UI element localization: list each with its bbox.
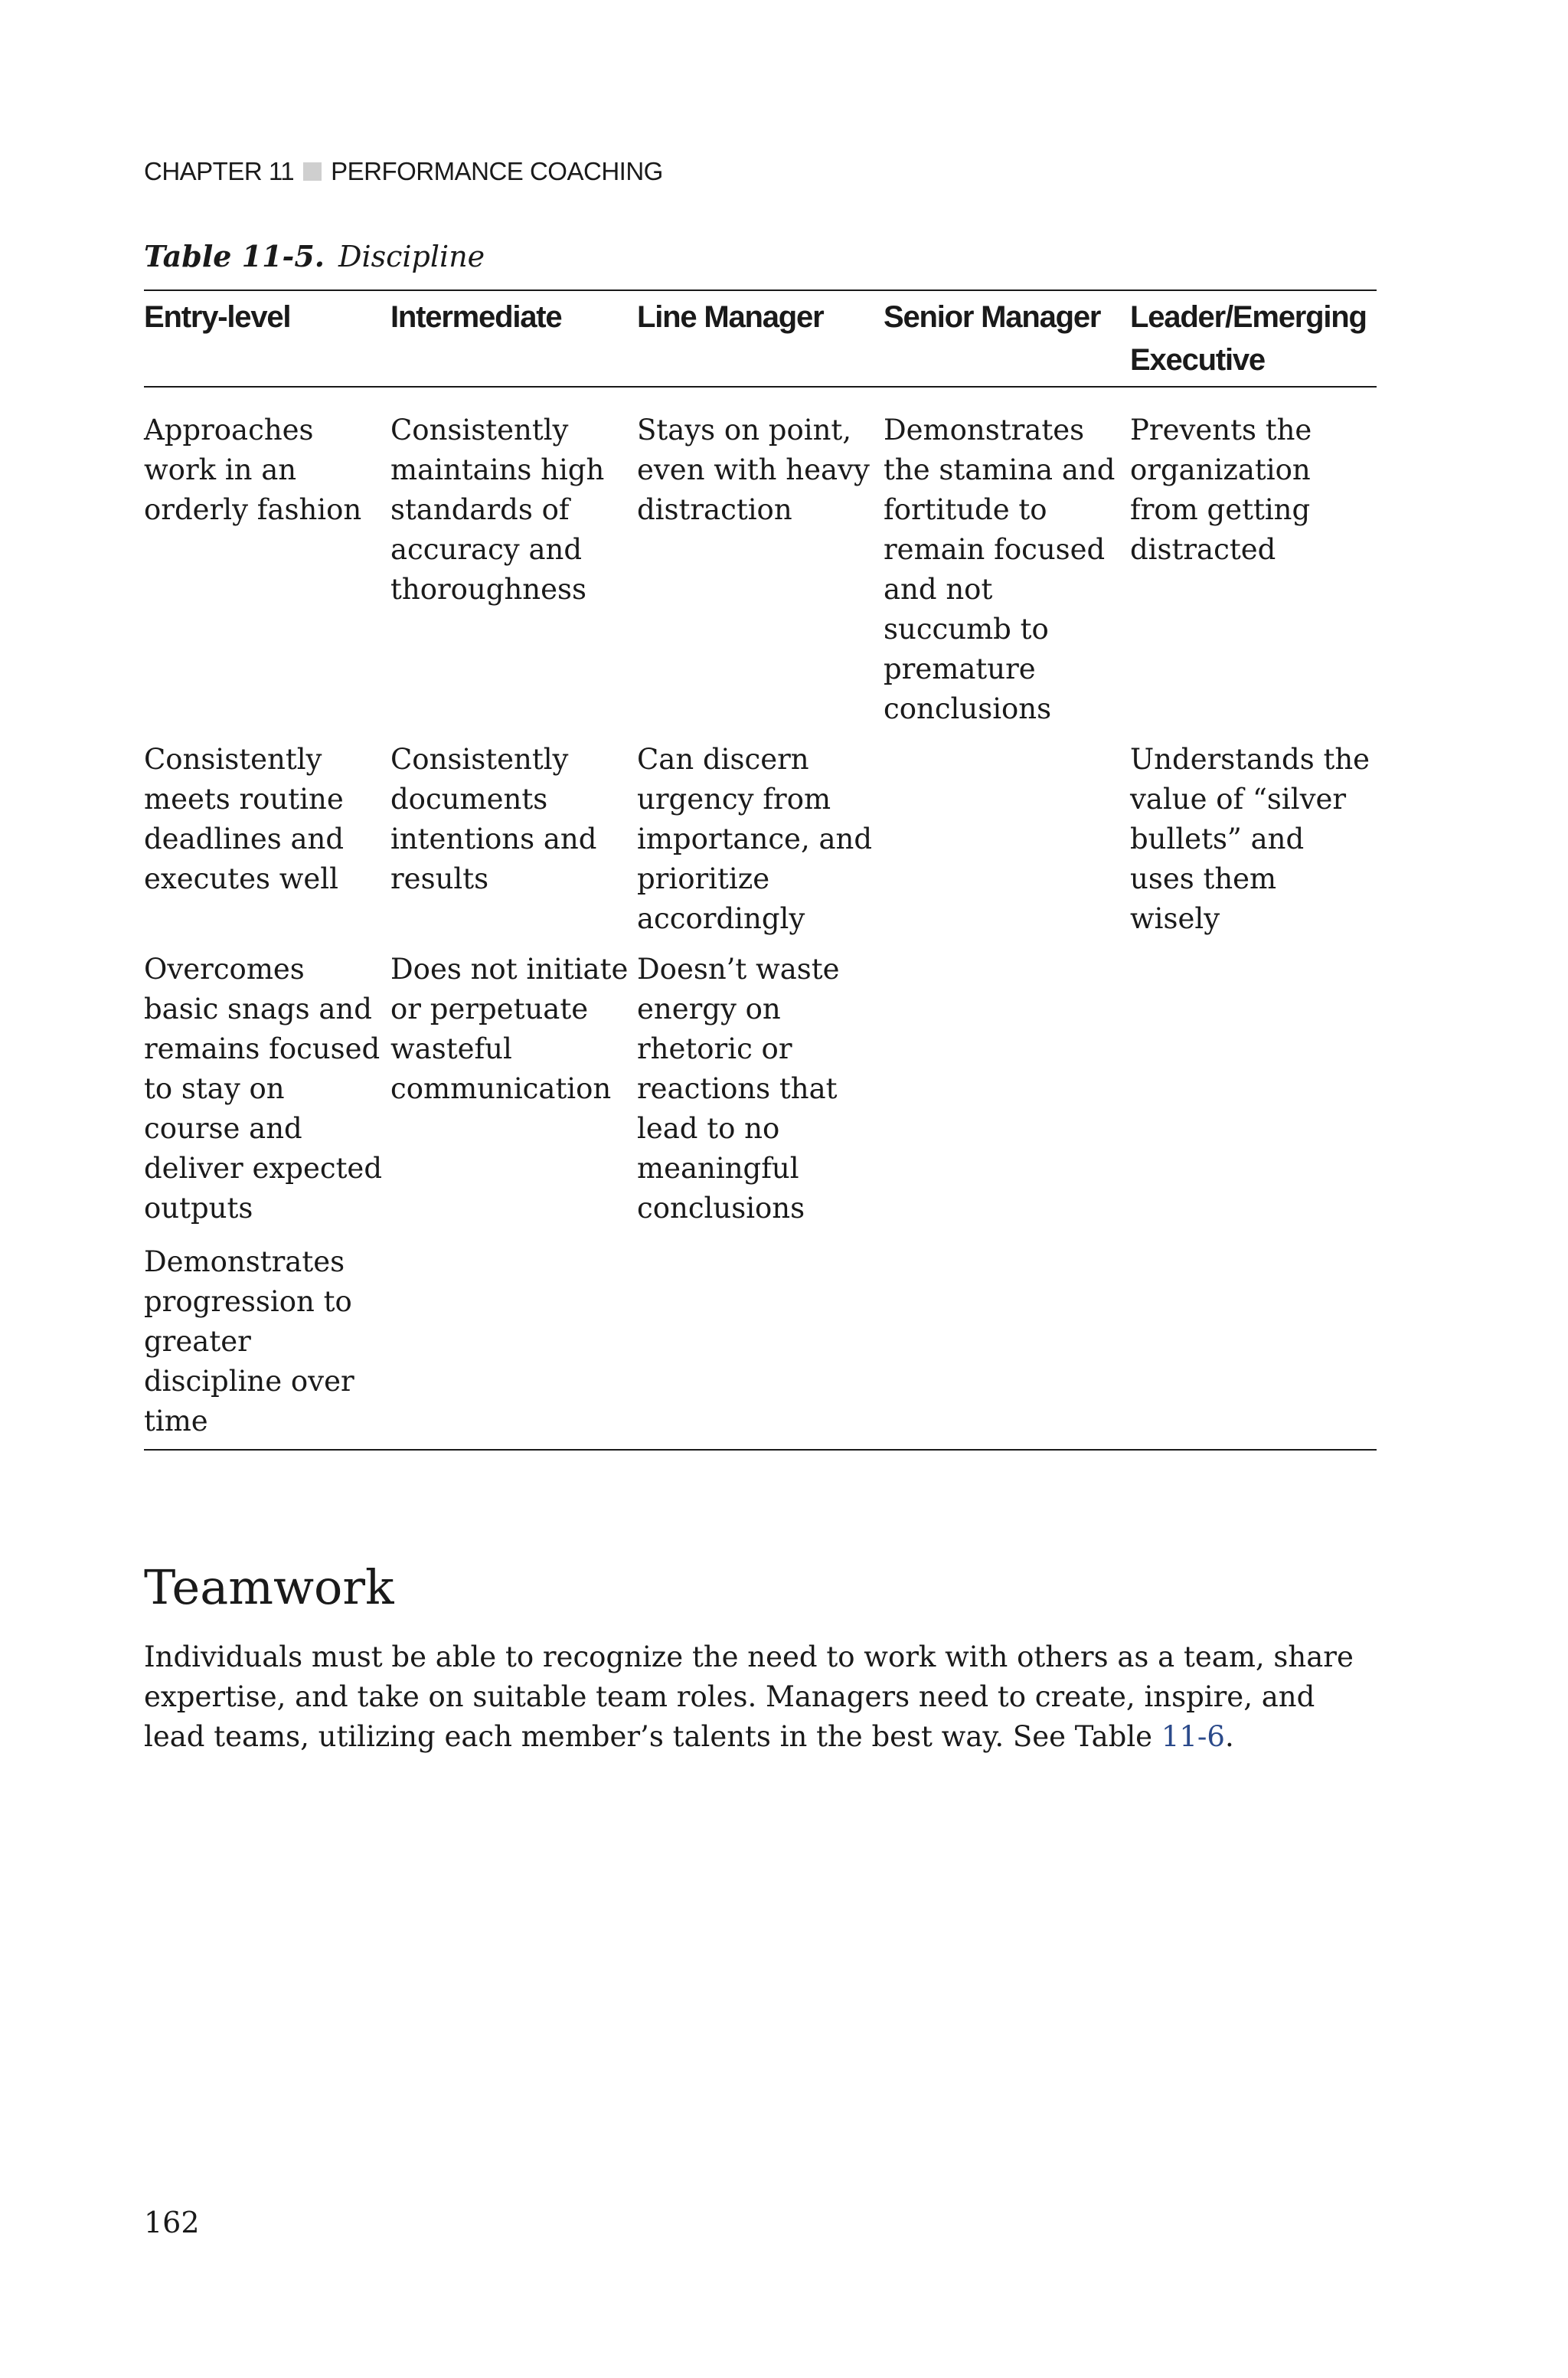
table-cell [884, 1242, 1130, 1450]
table-cell [884, 950, 1130, 1242]
discipline-table [144, 289, 1377, 1451]
table-cell [637, 1242, 884, 1450]
running-head [144, 157, 663, 186]
table-cell: Prevents the organization from getting distracted [1130, 414, 1312, 566]
table-cell [390, 1242, 637, 1450]
table-row [144, 740, 1377, 950]
paragraph-end: . [1224, 1720, 1234, 1753]
section-heading: Teamwork [144, 1559, 394, 1615]
page-number: 162 [144, 2206, 200, 2239]
table-cell: Consistently meets routine deadlines and executes well [144, 743, 345, 895]
running-head-title: PERFORMANCE COACHING [331, 157, 663, 185]
header-leader-emerging-executive: Leader/Emerging Executive [1130, 290, 1377, 387]
header-senior-manager: Senior Manager [884, 290, 1130, 387]
header-line-manager: Line Manager [637, 290, 884, 387]
table-cell: Overcomes basic snags and remains focused to stay on course and deliver expected outputs [144, 953, 383, 1225]
table-caption-title: Discipline [338, 240, 485, 273]
table-header-row [144, 290, 1377, 387]
table-cross-reference-link[interactable]: 11-6 [1161, 1720, 1225, 1753]
table-row [144, 1242, 1377, 1450]
section-paragraph [144, 1637, 1377, 1757]
table-row [144, 387, 1377, 740]
table-cell: Consistently documents intentions and results [390, 743, 597, 895]
table-cell: Consistently maintains high standards of accuracy and thoroughness [390, 414, 605, 606]
table-cell: Does not initiate or perpetuate wasteful communication [390, 953, 629, 1105]
table-cell [1130, 1242, 1377, 1450]
paragraph-text: Individuals must be able to recognize the need to work with others as a team, share expertise, and take on suitable team roles. Managers need to create, inspire, and lead teams, utilizing each member’s talents in the best way. See Table [144, 1640, 1354, 1753]
table-cell: Approaches work in an orderly fashion [144, 414, 362, 526]
header-intermediate: Intermediate [390, 290, 637, 387]
table-cell: Demonstrates progression to greater discipline over time [144, 1242, 390, 1450]
table-caption-number: Table 11-5. [144, 239, 325, 273]
table-cell: Doesn’t waste energy on rhetoric or reactions that lead to no meaningful conclusions [637, 953, 840, 1225]
table-cell [1130, 950, 1377, 1242]
table-row [144, 950, 1377, 1242]
table-cell: Can discern urgency from importance, and prioritize accordingly [637, 743, 873, 935]
table-caption [144, 239, 485, 273]
running-head-chapter: CHAPTER 11 [144, 157, 295, 185]
table-cell: Understands the value of “silver bullets” and uses them wisely [1130, 743, 1370, 935]
table-cell: Stays on point, even with heavy distraction [637, 414, 870, 526]
table-cell [884, 740, 1130, 950]
running-head-separator-square [303, 162, 322, 181]
table-cell: Demonstrates the stamina and fortitude to remain focused and not succumb to premature conclusions [884, 414, 1116, 725]
header-entry-level: Entry-level [144, 290, 390, 387]
